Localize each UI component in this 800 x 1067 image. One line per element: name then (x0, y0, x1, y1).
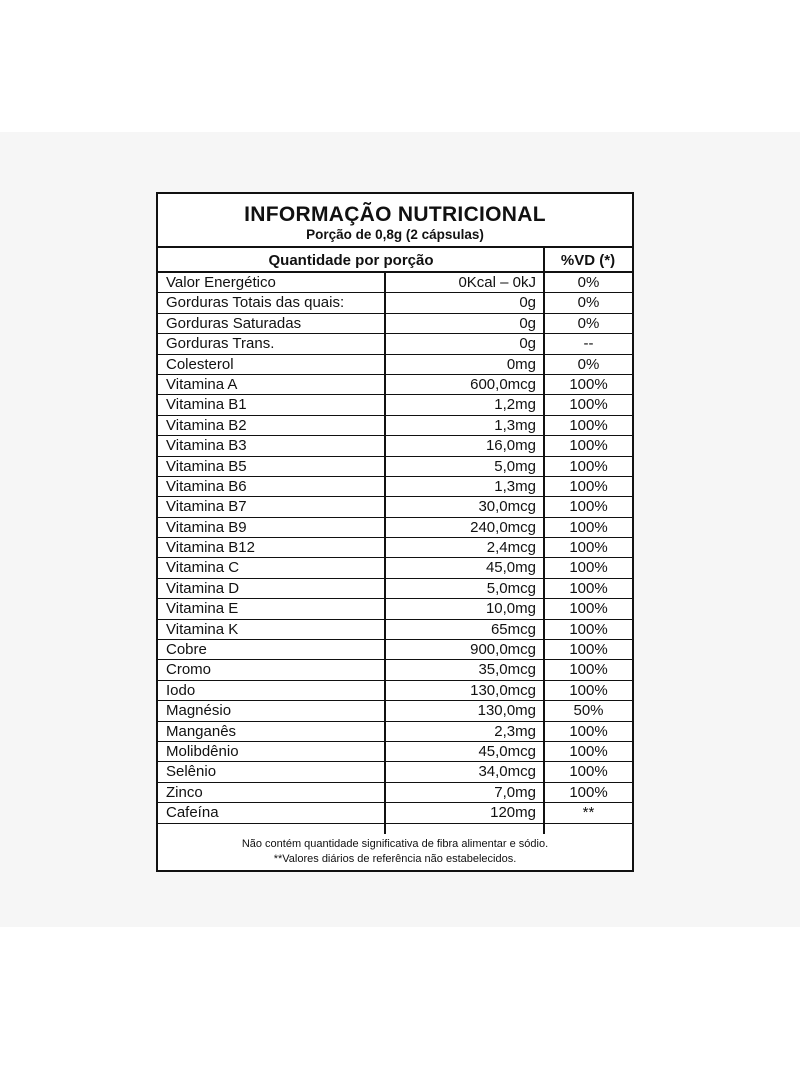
nutrient-name: Vitamina B3 (166, 437, 247, 455)
nutrient-name: Vitamina B9 (166, 518, 247, 536)
table-row (158, 497, 632, 517)
nutrient-amount: 10,0mg (485, 600, 536, 618)
nutrient-name: Cobre (166, 641, 207, 659)
nutrient-name: Selênio (166, 763, 217, 781)
nutrient-rows (158, 273, 632, 824)
table-row (158, 314, 632, 334)
nutrient-daily-value: 100% (569, 457, 608, 475)
nutrient-amount: 0Kcal – 0kJ (458, 274, 536, 291)
nutrient-daily-value: 100% (569, 539, 608, 557)
nutrient-daily-value: 50% (573, 702, 604, 720)
nutrient-amount: 7,0mg (494, 783, 536, 801)
column-header-quantity: Quantidade por porção (268, 252, 434, 269)
nutrition-facts-table (156, 192, 634, 872)
nutrient-name: Vitamina K (166, 620, 239, 638)
nutrient-amount: 1,3mg (494, 416, 536, 434)
nutrient-name: Molibdênio (166, 742, 239, 760)
nutrient-daily-value: 0% (577, 274, 600, 291)
table-row (158, 293, 632, 313)
nutrient-amount: 130,0mg (477, 702, 536, 720)
nutrient-amount: 0mg (506, 355, 536, 373)
nutrient-daily-value: 100% (569, 681, 608, 699)
nutrient-amount: 1,2mg (494, 396, 536, 414)
nutrient-name: Vitamina B1 (166, 396, 247, 414)
table-row (158, 375, 632, 395)
nutrient-daily-value: 100% (569, 477, 608, 495)
nutrient-name: Manganês (166, 722, 237, 740)
table-row (158, 538, 632, 558)
nutrient-daily-value: 0% (577, 294, 600, 312)
footnote-fiber-sodium: Não contém quantidade significativa de fibra alimentar e sódio. (241, 838, 549, 850)
table-row (158, 579, 632, 599)
table-row (158, 355, 632, 375)
nutrient-amount: 0g (519, 294, 536, 312)
nutrient-amount: 900,0mcg (470, 641, 536, 659)
nutrient-amount: 2,3mg (494, 722, 536, 740)
nutrient-name: Gorduras Trans. (166, 335, 275, 353)
nutrient-amount: 240,0mcg (470, 518, 536, 536)
nutrient-name: Colesterol (166, 355, 234, 373)
nutrient-amount: 45,0mcg (478, 742, 536, 760)
nutrient-daily-value: 100% (569, 416, 608, 434)
nutrient-name: Gorduras Totais das quais: (166, 294, 345, 312)
column-header-row (158, 248, 632, 273)
nutrient-daily-value: 100% (569, 600, 608, 618)
table-row (158, 783, 632, 803)
table-row (158, 660, 632, 680)
table-row (158, 273, 632, 293)
nutrient-daily-value: 0% (577, 314, 600, 332)
nutrient-amount: 5,0mcg (486, 579, 536, 597)
nutrient-name: Vitamina B5 (166, 457, 247, 475)
nutrient-daily-value: 0% (577, 355, 600, 373)
nutrient-daily-value: 100% (569, 559, 608, 577)
table-header (158, 194, 632, 248)
footnote-daily-values: **Valores diários de referência não estabelecidos. (273, 853, 517, 865)
nutrient-name: Vitamina D (166, 579, 240, 597)
nutrient-name: Vitamina B6 (166, 477, 247, 495)
nutrient-name: Vitamina B2 (166, 416, 247, 434)
nutrient-name: Magnésio (166, 702, 232, 720)
nutrient-daily-value: -- (583, 335, 594, 353)
nutrient-name: Gorduras Saturadas (166, 314, 302, 332)
nutrient-name: Vitamina A (166, 375, 238, 393)
nutrient-daily-value: 100% (569, 518, 608, 536)
nutrient-amount: 16,0mg (485, 437, 536, 455)
nutrient-amount: 120mg (490, 804, 536, 822)
table-row (158, 722, 632, 742)
nutrient-daily-value: 100% (569, 783, 608, 801)
nutrient-amount: 5,0mg (494, 457, 536, 475)
nutrient-daily-value: 100% (569, 498, 608, 516)
nutrient-daily-value: 100% (569, 722, 608, 740)
nutrient-name: Valor Energético (166, 274, 276, 291)
nutrient-name: Vitamina C (166, 559, 240, 577)
nutrient-daily-value: 100% (569, 375, 608, 393)
nutrient-name: Cafeína (166, 804, 219, 822)
table-row (158, 701, 632, 721)
table-row (158, 334, 632, 354)
nutrient-name: Vitamina E (166, 600, 239, 618)
nutrient-amount: 130,0mcg (470, 681, 536, 699)
nutrient-amount: 0g (519, 335, 536, 353)
nutrient-daily-value: 100% (569, 579, 608, 597)
table-row (158, 599, 632, 619)
nutrient-name: Zinco (166, 783, 203, 801)
nutrient-amount: 30,0mcg (478, 498, 536, 516)
table-row (158, 640, 632, 660)
table-row (158, 518, 632, 538)
nutrient-amount: 35,0mcg (478, 661, 536, 679)
table-row (158, 457, 632, 477)
nutrient-daily-value: 100% (569, 437, 608, 455)
table-row (158, 416, 632, 436)
table-row (158, 742, 632, 762)
table-title: INFORMAÇÃO NUTRICIONAL (244, 203, 546, 226)
nutrient-amount: 600,0mcg (470, 375, 536, 393)
nutrient-amount: 1,3mg (494, 477, 536, 495)
nutrient-amount: 65mcg (490, 620, 536, 638)
column-header-daily-value: %VD (*) (560, 252, 616, 269)
table-row (158, 395, 632, 415)
nutrient-amount: 34,0mcg (478, 763, 536, 781)
nutrient-daily-value: 100% (569, 620, 608, 638)
table-row (158, 558, 632, 578)
nutrient-daily-value: ** (582, 804, 595, 822)
nutrient-name: Iodo (166, 681, 196, 699)
nutrient-daily-value: 100% (569, 641, 608, 659)
nutrient-daily-value: 100% (569, 742, 608, 760)
nutrient-amount: 0g (519, 314, 536, 332)
nutrient-daily-value: 100% (569, 763, 608, 781)
table-row (158, 436, 632, 456)
nutrient-name: Cromo (166, 661, 212, 679)
nutrient-daily-value: 100% (569, 396, 608, 414)
nutrient-name: Vitamina B7 (166, 498, 247, 516)
table-row (158, 681, 632, 701)
table-row (158, 803, 632, 823)
table-row (158, 620, 632, 640)
serving-size: Porção de 0,8g (2 cápsulas) (306, 227, 484, 242)
nutrient-name: Vitamina B12 (166, 539, 255, 557)
nutrient-amount: 2,4mcg (486, 539, 536, 557)
nutrient-daily-value: 100% (569, 661, 608, 679)
table-row (158, 762, 632, 782)
table-row (158, 477, 632, 497)
nutrient-amount: 45,0mg (485, 559, 536, 577)
